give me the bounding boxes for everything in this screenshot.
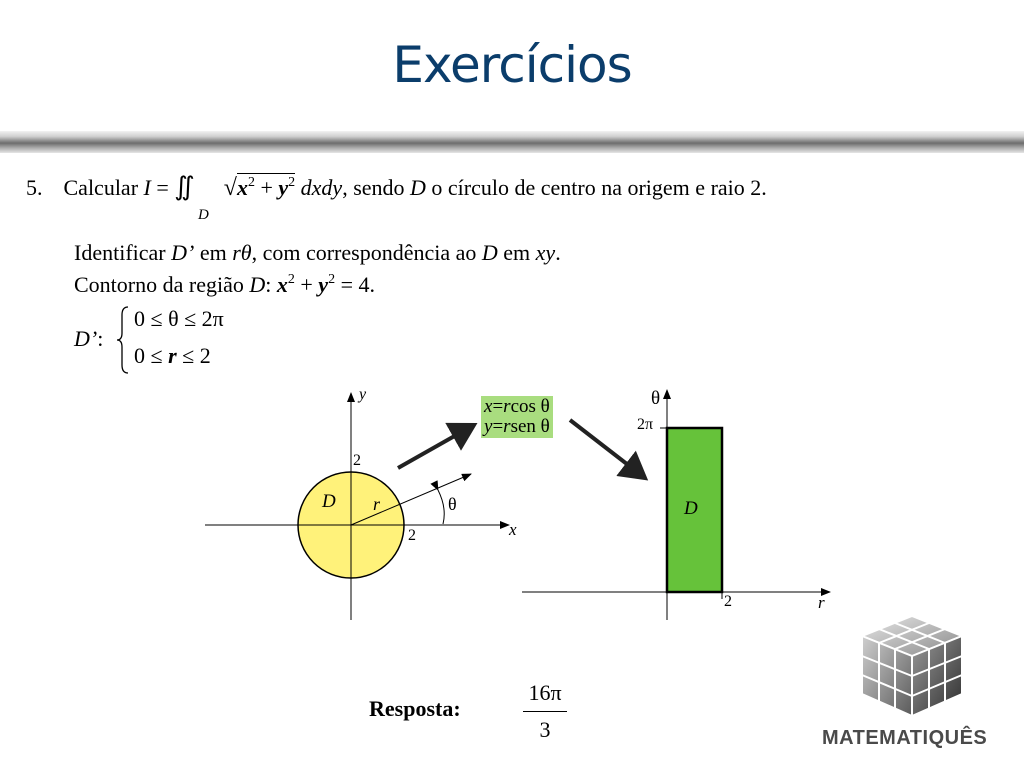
region-label: D’: [74, 326, 98, 351]
transform-x-var: x: [484, 396, 493, 417]
dxdy: dxdy: [300, 175, 343, 200]
arrow-from-transform: [570, 420, 645, 478]
identify-rtheta: rθ: [232, 240, 252, 265]
exp-y: 2: [288, 175, 296, 190]
transform-x-cos: cos θ: [510, 396, 550, 417]
var-y: y: [278, 175, 289, 200]
transform-y-sen: sen θ: [510, 416, 550, 437]
region-colon: :: [97, 326, 104, 351]
answer-denominator: 3: [539, 717, 551, 742]
region-D: D: [410, 175, 426, 200]
integral-name: I: [143, 175, 151, 200]
transform-y-r: r: [503, 416, 511, 437]
contour-x: x: [276, 272, 288, 297]
identify-mid: em: [194, 240, 233, 265]
transform-y-eq: =: [492, 416, 504, 437]
contour-pre: Contorno da região: [74, 272, 250, 297]
xy-plane-diagram: [205, 393, 509, 620]
arrow-to-transform: [398, 425, 474, 468]
plus-sign: +: [260, 175, 273, 200]
transform-x-eq: =: [492, 396, 504, 417]
contour-colon: :: [265, 272, 277, 297]
answer-label: Resposta:: [369, 696, 461, 721]
exercise-number: 5.: [26, 175, 43, 200]
var-x: x: [236, 175, 248, 200]
region-r-pre: 0 ≤: [134, 343, 169, 368]
integral-domain-subscript: D: [198, 207, 209, 223]
label-r-axis: r: [818, 593, 825, 612]
transform-x: [484, 397, 550, 417]
label-tick-y: 2: [353, 452, 361, 469]
label-disk-D: D: [322, 491, 336, 512]
label-rect-D: D: [684, 498, 698, 519]
label-radius: r: [373, 494, 381, 514]
label-tick-theta: 2π: [637, 416, 654, 433]
label-x-axis: x: [509, 520, 517, 539]
label-theta-axis: θ: [651, 388, 661, 409]
label-angle: θ: [448, 494, 457, 514]
contour-exp-x: 2: [287, 272, 295, 287]
fraction-bar: [523, 711, 567, 712]
contour-plus: +: [294, 272, 319, 297]
label-tick-r: 2: [724, 593, 732, 610]
logo-text: MATEMATIQUÊS: [822, 727, 988, 749]
slide-title: Exercícios: [392, 36, 632, 94]
identify-end: .: [555, 240, 561, 265]
answer-fraction: [523, 680, 567, 743]
statement-rest1: , sendo: [342, 175, 411, 200]
transform-x-r: r: [503, 396, 511, 417]
rubiks-cube-logo-icon: [858, 612, 966, 720]
identify-pre: Identificar: [74, 240, 172, 265]
identify-mid2: , com correspondência ao: [251, 240, 482, 265]
identify-xy: xy: [535, 240, 556, 265]
answer-numerator: 16π: [528, 680, 562, 705]
calc-word: Calcular: [63, 175, 139, 200]
angle-arc: [438, 490, 444, 524]
statement-rest2: o círculo de centro na origem e raio 2.: [425, 175, 767, 200]
region-r-var: r: [168, 343, 177, 368]
contour-y: y: [318, 272, 329, 297]
region-theta-bounds: 0 ≤ θ ≤ 2π: [134, 306, 224, 331]
region-r-post: ≤ 2: [176, 343, 211, 368]
contour-exp-y: 2: [328, 272, 336, 287]
identify-Dprime: D’: [171, 240, 195, 265]
radical-sign: √: [223, 175, 237, 201]
contour-rhs: = 4.: [335, 272, 375, 297]
identify-D: D: [481, 240, 498, 265]
equals-sign: =: [156, 175, 169, 200]
transform-y-var: y: [484, 416, 493, 437]
label-tick-x: 2: [408, 527, 416, 544]
transform-y: [484, 417, 550, 437]
contour-D: D: [249, 272, 266, 297]
exp-x: 2: [247, 175, 255, 190]
rtheta-plane-diagram: [522, 390, 830, 620]
double-integral-sign: ∬: [174, 172, 195, 201]
transform-box: [481, 396, 553, 438]
identify-mid3: em: [497, 240, 536, 265]
label-y-axis: y: [359, 386, 367, 403]
